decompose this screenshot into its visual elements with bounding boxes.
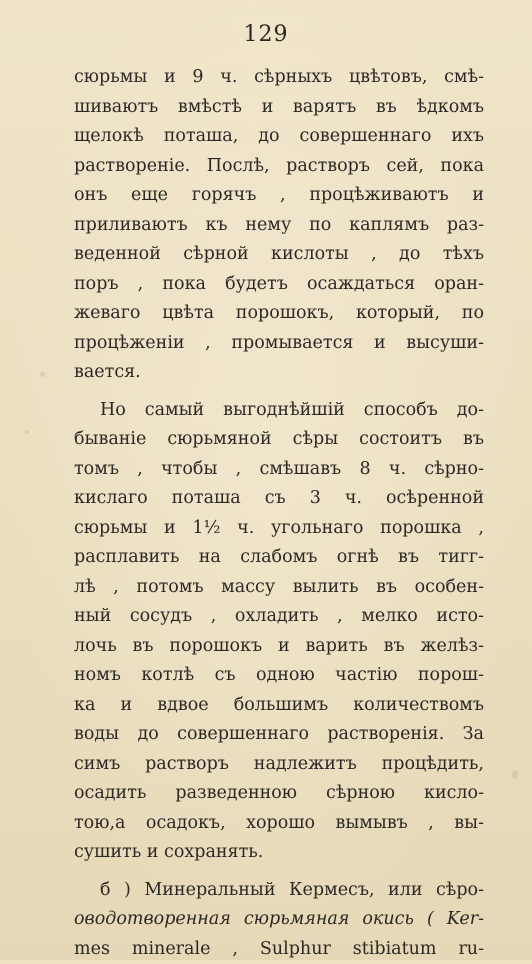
paragraph-gap	[74, 388, 484, 396]
text-line: вается.	[74, 358, 484, 388]
paper-stain	[40, 372, 45, 377]
text-line: б ) Минеральный Кермесъ, или сѣро-	[74, 876, 484, 906]
page-number: 129	[0, 22, 532, 47]
text-line: номъ котлѣ съ одною частію порош-	[74, 661, 484, 691]
text-line: поръ , пока будетъ осаждаться оран-	[74, 270, 484, 300]
text-line: тою,а осадокъ, хорошо вымывъ , вы-	[74, 809, 484, 839]
text-line: ка и вдвое большимъ количествомъ	[74, 691, 484, 721]
text-line: расплавить на слабомъ огнѣ въ тигг-	[74, 543, 484, 573]
text-line: оводотворенная сюрьмяная окись ( Ker-	[74, 905, 484, 935]
body-text	[74, 63, 484, 964]
text-line: воды до совершеннаго растворенія. За	[74, 720, 484, 750]
text-line: жеваго цвѣта порошокъ, который, по	[74, 299, 484, 329]
text-line: томъ , чтобы , смѣшавъ 8 ч. сѣрно-	[74, 455, 484, 485]
text-line: ный сосудъ , охладить , мелко исто-	[74, 602, 484, 632]
text-line: приливаютъ къ нему по каплямъ раз-	[74, 211, 484, 241]
text-line: сушить и сохранять.	[74, 838, 484, 868]
text-line: онъ еще горячъ , процѣживаютъ и	[74, 181, 484, 211]
text-line: mes minerale , Sulphur stibiatum ru-	[74, 935, 484, 964]
text-line: веденной сѣрной кислоты , до тѣхъ	[74, 240, 484, 270]
text-line: кислаго поташа съ 3 ч. осѣренной	[74, 484, 484, 514]
text-line: процѣженіи , промывается и высуши-	[74, 329, 484, 359]
paper-stain	[512, 770, 518, 779]
text-line: сюрьмы и 9 ч. сѣрныхъ цвѣтовъ, смѣ-	[74, 63, 484, 93]
text-line: бываніе сюрьмяной сѣры состоитъ въ	[74, 425, 484, 455]
text-line: симъ растворъ надлежитъ процѣдить,	[74, 750, 484, 780]
text-line: раствореніе. Послѣ, растворъ сей, пока	[74, 152, 484, 182]
text-line: сюрьмы и 1½ ч. угольнаго порошка ,	[74, 514, 484, 544]
paper-stain	[25, 430, 29, 434]
text-line: щелокѣ поташа, до совершеннаго ихъ	[74, 122, 484, 152]
text-line: осадить разведенною сѣрною кисло-	[74, 779, 484, 809]
text-line: лочь въ порошокъ и варить въ желѣз-	[74, 632, 484, 662]
text-line: лѣ , потомъ массу вылить въ особен-	[74, 573, 484, 603]
text-line: Но самый выгоднѣйшій способъ до-	[74, 396, 484, 426]
paragraph-gap	[74, 868, 484, 876]
text-line: шиваютъ вмѣстѣ и варятъ въ ѣдкомъ	[74, 93, 484, 123]
